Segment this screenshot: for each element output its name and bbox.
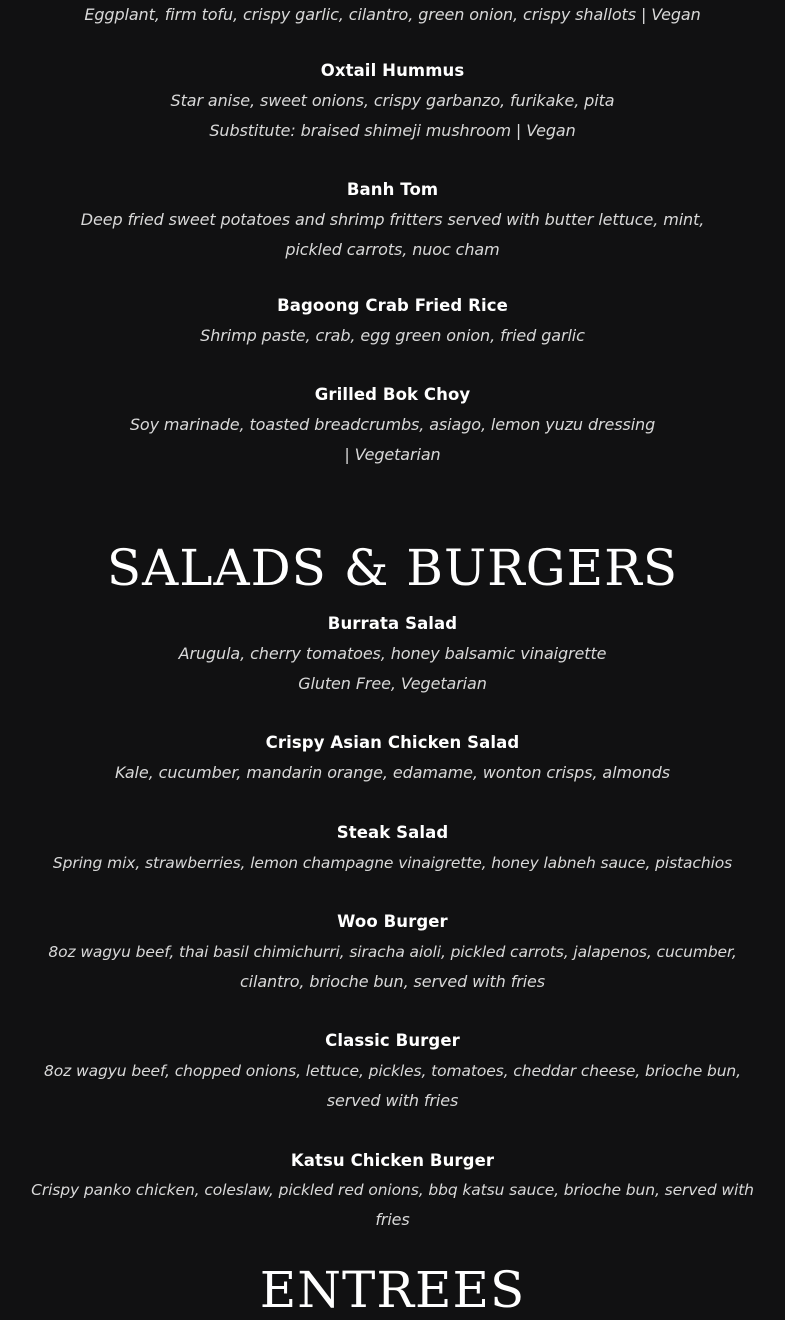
menu-item-name: Banh Tom <box>346 180 439 199</box>
menu-item-name: Crispy Asian Chicken Salad <box>265 733 520 752</box>
menu-item-description: | Vegetarian <box>344 445 441 464</box>
menu-item-name: Grilled Bok Choy <box>314 385 471 404</box>
menu-item-description: Star anise, sweet onions, crispy garbanzo, furikake, pita <box>170 91 615 110</box>
menu-item-description: Gluten Free, Vegetarian <box>298 674 487 693</box>
menu-item-description: served with fries <box>326 1091 459 1110</box>
menu-item-name: Katsu Chicken Burger <box>290 1151 495 1170</box>
menu-item-description: Deep fried sweet potatoes and shrimp fritters served with butter lettuce, mint, <box>80 210 705 229</box>
menu-item-description: fries <box>375 1210 410 1229</box>
menu-item-name: Oxtail Hummus <box>320 61 465 80</box>
menu-item-name: Bagoong Crab Fried Rice <box>277 296 508 315</box>
menu-item-name: Steak Salad <box>336 823 449 842</box>
menu-item-description: 8oz wagyu beef, chopped onions, lettuce, pickles, tomatoes, cheddar cheese, brioche bun, <box>44 1062 741 1080</box>
section-title-salads-burgers: SALADS & BURGERS <box>106 539 679 597</box>
menu-item-description: Substitute: braised shimeji mushroom | Vegan <box>209 121 576 140</box>
menu-item-description: cilantro, brioche bun, served with fries <box>239 972 546 991</box>
menu-item-name: Woo Burger <box>337 912 448 931</box>
menu-item-name: Classic Burger <box>325 1031 460 1050</box>
menu-item-description: Spring mix, strawberries, lemon champagne vinaigrette, honey labneh sauce, pistachios <box>52 854 733 872</box>
menu-item-description: Eggplant, firm tofu, crispy garlic, cilantro, green onion, crispy shallots | Vegan <box>84 5 701 24</box>
menu-item-name: Burrata Salad <box>327 614 458 633</box>
menu-item-description: Shrimp paste, crab, egg green onion, fried garlic <box>200 326 585 345</box>
menu-item-description: Arugula, cherry tomatoes, honey balsamic vinaigrette <box>178 644 607 663</box>
menu-item-description: pickled carrots, nuoc cham <box>285 240 500 259</box>
menu-item-description: 8oz wagyu beef, thai basil chimichurri, siracha aioli, pickled carrots, jalapenos, cucumber, <box>48 943 737 961</box>
menu-item-description: Soy marinade, toasted breadcrumbs, asiago, lemon yuzu dressing <box>129 415 656 434</box>
menu-item-description: Crispy panko chicken, coleslaw, pickled red onions, bbq katsu sauce, brioche bun, served with <box>31 1181 754 1199</box>
menu-item-description: Kale, cucumber, mandarin orange, edamame, wonton crisps, almonds <box>115 763 670 782</box>
section-title-entrees: ENTREES <box>259 1261 526 1319</box>
